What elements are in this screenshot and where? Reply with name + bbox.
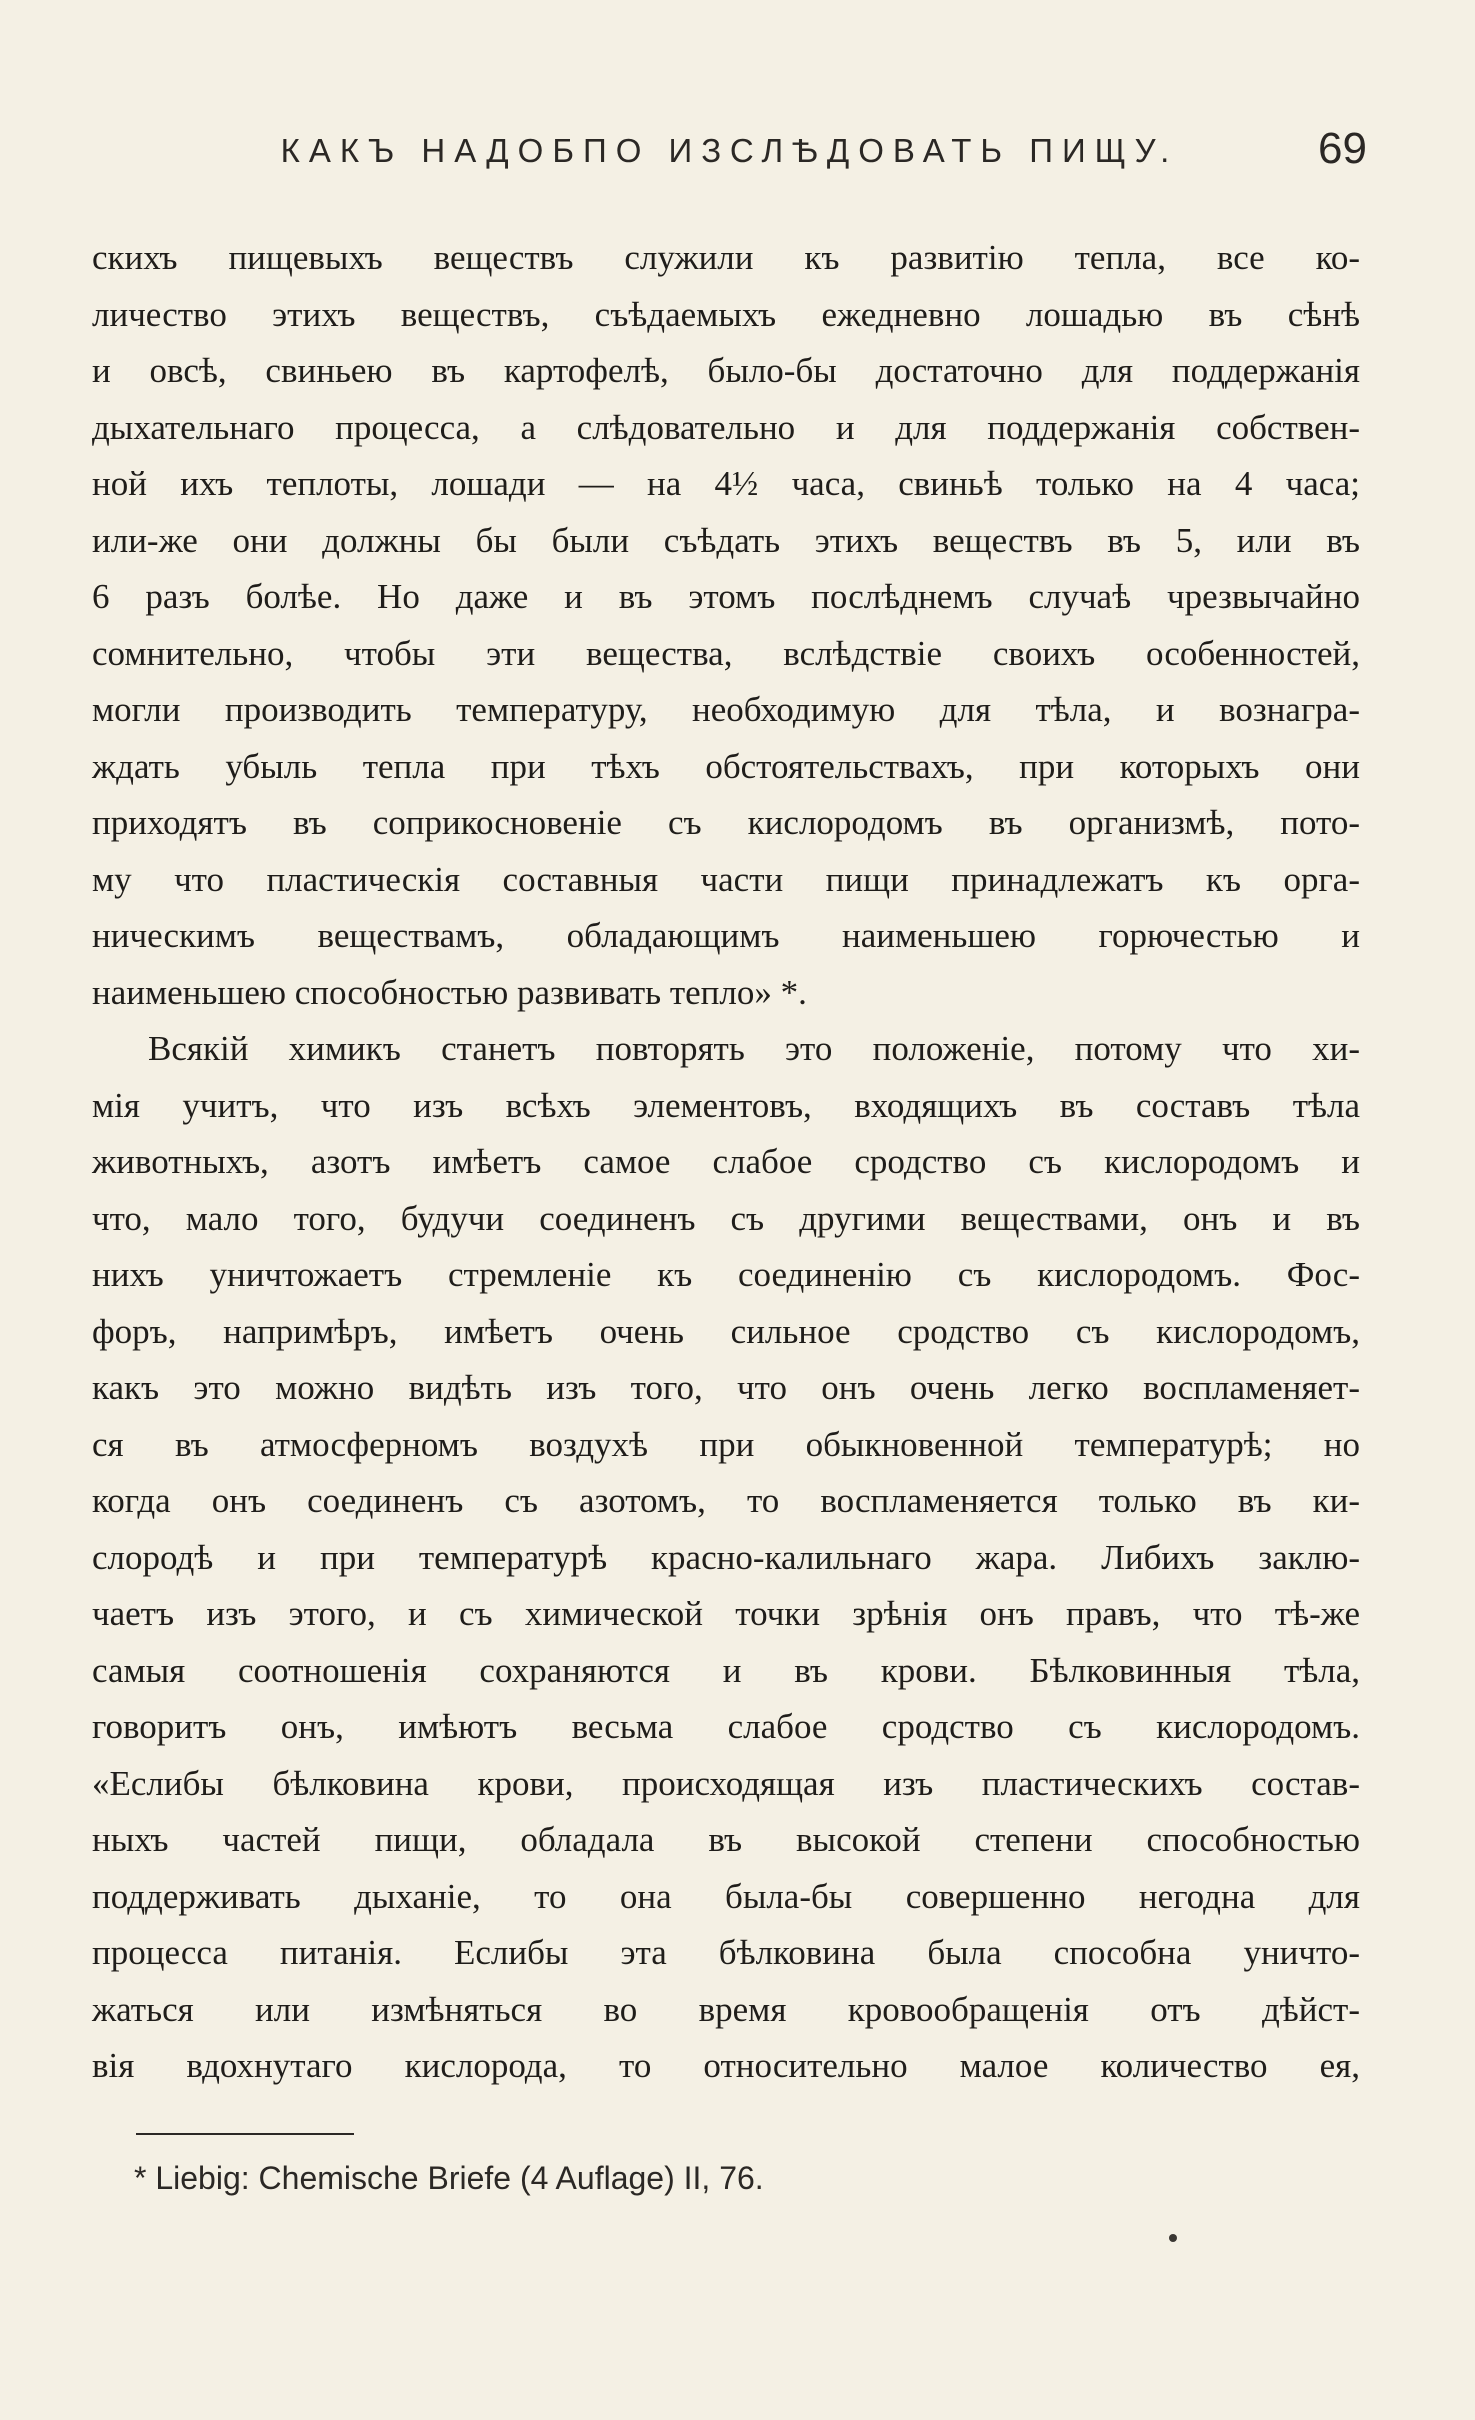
text-line: жаться или измѣняться во время кровообращенія отъ дѣйст- <box>92 1989 1360 2029</box>
text-line: чаетъ изъ этого, и съ химической точки зрѣнія онъ правъ, что тѣ-же <box>92 1594 1360 1633</box>
text-line: ся въ атмосферномъ воздухѣ при обыкновенной температурѣ; но <box>92 1424 1360 1464</box>
text-line: «Еслибы бѣлковина крови, происходящая изъ пластическихъ состав- <box>92 1763 1360 1803</box>
text-line: когда онъ соединенъ съ азотомъ, то воспламеняется только въ ки- <box>92 1481 1360 1520</box>
text-line: животныхъ, азотъ имѣетъ самое слабое сродство съ кислородомъ и <box>92 1142 1360 1181</box>
text-line: 6 разъ болѣе. Но даже и въ этомъ послѣднемъ случаѣ чрезвычайно <box>92 577 1360 616</box>
text-line: вія вдохнутаго кислорода, то относительно малое количество ея, <box>92 2046 1360 2085</box>
text-line: процесса питанія. Еслибы эта бѣлковина была способна уничто- <box>92 1933 1360 1972</box>
text-line: или-же они должны бы были съѣдать этихъ веществъ въ 5, или въ <box>92 520 1360 560</box>
paragraph-start-line: Всякій химикъ станетъ повторять это положеніе, потому что хи- <box>148 1029 1360 1068</box>
text-line: сомнительно, чтобы эти вещества, вслѣдствіе своихъ особенностей, <box>92 633 1360 673</box>
text-line: приходятъ въ соприкосновеніе съ кислородомъ въ организмѣ, пото- <box>92 803 1360 842</box>
page-number: 69 <box>1318 124 1367 173</box>
footnote: * Liebig: Chemische Briefe (4 Auflage) II, 76. <box>134 2160 764 2196</box>
text-line: и овсѣ, свиньею въ картофелѣ, было-бы достаточно для поддержанія <box>92 351 1360 390</box>
text-line: скихъ пищевыхъ веществъ служили къ развитію тепла, все ко- <box>92 238 1360 277</box>
footnote-rule <box>136 2133 354 2135</box>
text-line: форъ, напримѣръ, имѣетъ очень сильное сродство съ кислородомъ, <box>92 1311 1360 1351</box>
text-line: ной ихъ теплоты, лошади — на 4½ часа, свиньѣ только на 4 часа; <box>92 464 1360 503</box>
text-line: слородѣ и при температурѣ красно-калильнаго жара. Либихъ заклю- <box>92 1537 1360 1577</box>
ink-speck <box>1169 2234 1177 2242</box>
text-line: самыя соотношенія сохраняются и въ крови. Бѣлковинныя тѣла, <box>92 1650 1360 1690</box>
body-text <box>92 230 1360 2095</box>
text-line: ныхъ частей пищи, обладала въ высокой степени способностью <box>92 1820 1360 1859</box>
text-line: нихъ уничтожаетъ стремленіе къ соединенію съ кислородомъ. Фос- <box>92 1255 1360 1294</box>
running-head: КАКЪ НАДОБПО ИЗСЛѢДОВАТЬ ПИЩУ. <box>280 132 1179 169</box>
text-line: личество этихъ веществъ, съѣдаемыхъ ежедневно лошадью въ сѣнѣ <box>92 294 1360 334</box>
text-line: какъ это можно видѣть изъ того, что онъ очень легко воспламеняет- <box>92 1368 1360 1407</box>
text-line: могли производить температуру, необходимую для тѣла, и вознагра- <box>92 690 1360 729</box>
text-line: дыхательнаго процесса, а слѣдовательно и для поддержанія собствен- <box>92 407 1360 447</box>
text-line: что, мало того, будучи соединенъ съ другими веществами, онъ и въ <box>92 1198 1360 1238</box>
text-line: му что пластическія составныя части пищи принадлежатъ къ орга- <box>92 859 1360 899</box>
page-header <box>92 126 1367 186</box>
text-line: поддерживать дыханіе, то она была-бы совершенно негодна для <box>92 1876 1360 1916</box>
text-line: наименьшею способностью развивать тепло» *. <box>92 972 807 1012</box>
text-line: мія учитъ, что изъ всѣхъ элементовъ, входящихъ въ составъ тѣла <box>92 1085 1360 1125</box>
text-line: ническимъ веществамъ, обладающимъ наименьшею горючестью и <box>92 916 1360 955</box>
text-line: ждать убыль тепла при тѣхъ обстоятельствахъ, при которыхъ они <box>92 746 1360 786</box>
text-line: говоритъ онъ, имѣютъ весьма слабое сродство съ кислородомъ. <box>92 1707 1360 1746</box>
